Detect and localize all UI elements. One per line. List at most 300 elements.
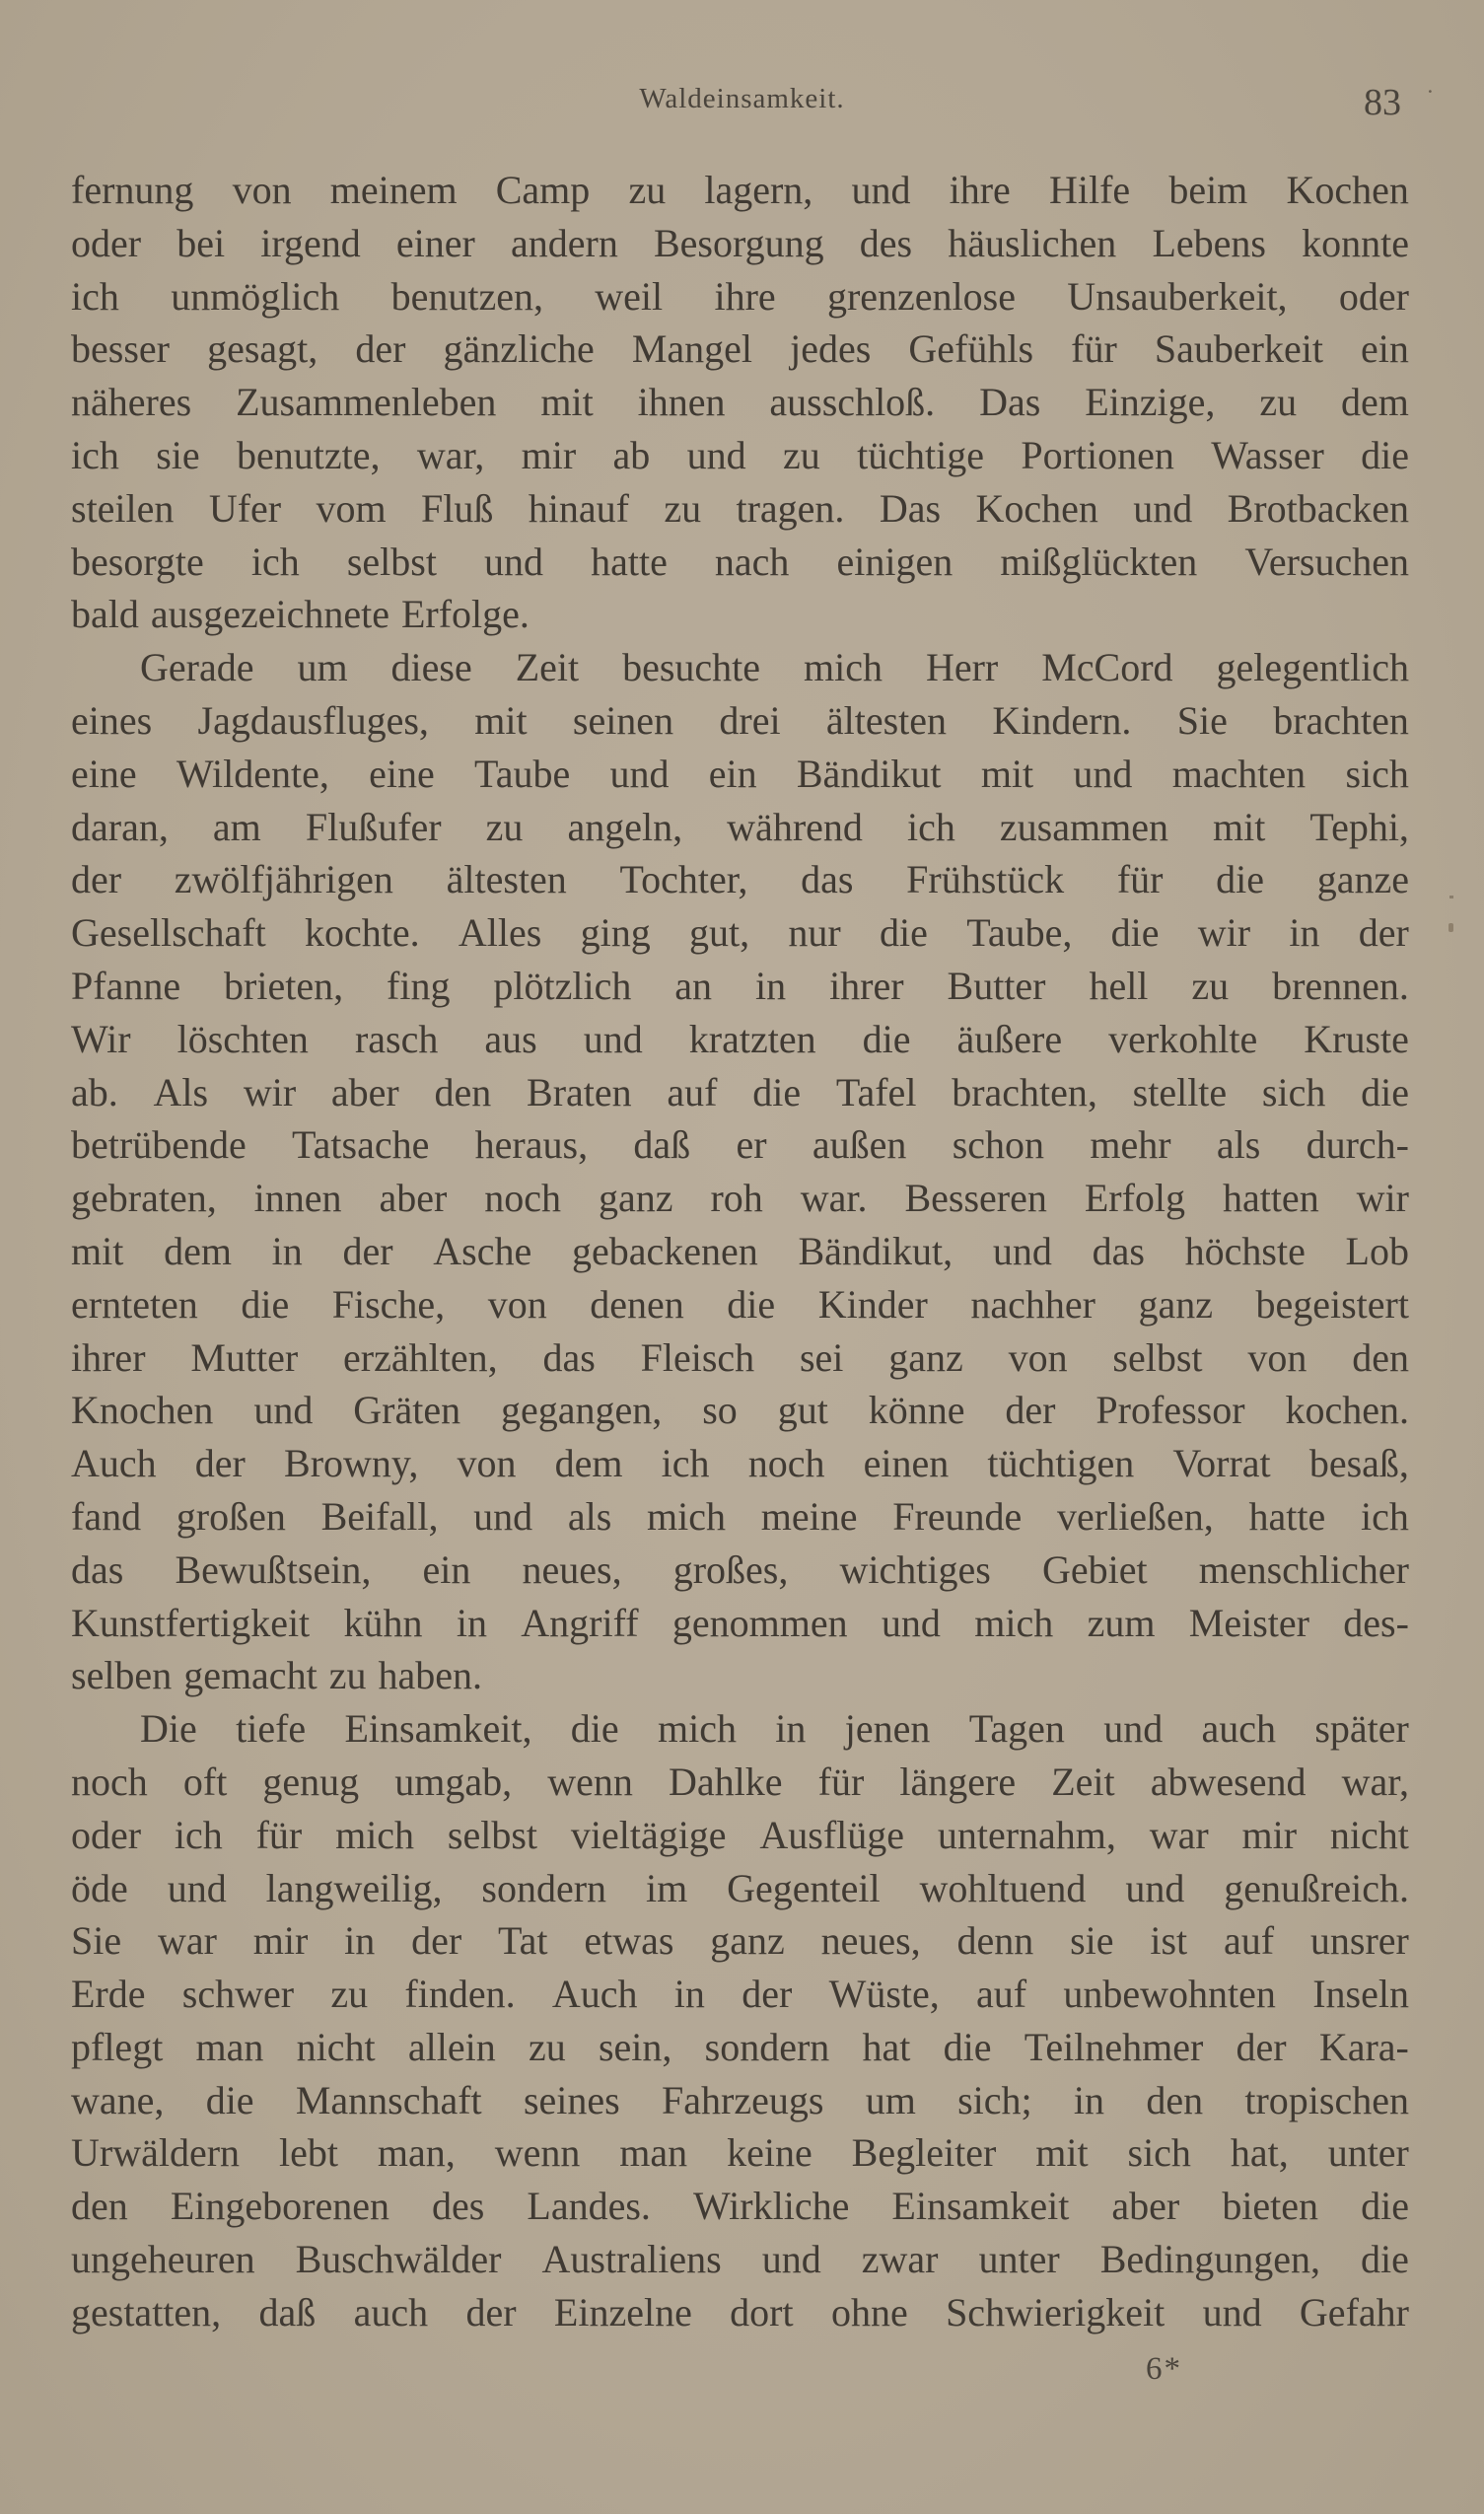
text-word: Brotbacken: [1227, 485, 1409, 531]
text-word: Begleiter: [851, 2130, 997, 2176]
text-word: ab: [612, 432, 651, 477]
text-word: äußere: [956, 1016, 1063, 1061]
text-word: kochte.: [304, 910, 420, 956]
text-word: besuchte: [622, 645, 761, 690]
text-word: und: [167, 1865, 227, 1910]
text-line: [71, 1490, 1409, 1544]
text-word: andern: [511, 220, 618, 265]
text-word: aber: [330, 1069, 399, 1114]
text-word: einigen: [836, 539, 954, 584]
text-word: nur: [788, 910, 841, 956]
text-word: roh: [710, 1176, 763, 1221]
running-title: Waldeinsamkeit.: [639, 83, 845, 114]
text-word: daß: [633, 1122, 691, 1168]
text-word: am: [212, 804, 261, 849]
text-word: tiefe: [236, 1706, 307, 1752]
text-line: [71, 2074, 1409, 2127]
text-word: die: [1361, 432, 1409, 477]
text-word: Landes.: [527, 2184, 651, 2229]
text-word: wenn: [547, 1759, 633, 1804]
text-line: [71, 482, 1409, 536]
text-word: vieltägige: [570, 1812, 727, 1857]
text-word: mit: [540, 380, 594, 425]
text-word: die: [1361, 1069, 1409, 1114]
text-word: Frühstück: [906, 857, 1065, 902]
text-word: ihre: [949, 168, 1011, 212]
text-line: [71, 1225, 1409, 1278]
text-word: innen: [253, 1176, 342, 1221]
text-word: tragen.: [736, 485, 845, 531]
text-word: außen: [812, 1122, 907, 1168]
text-word: menschlicher: [1198, 1546, 1409, 1592]
text-word: Pfanne: [71, 963, 181, 1008]
text-word: war,: [1341, 1759, 1409, 1804]
text-line: [71, 641, 1409, 694]
text-word: das: [801, 857, 854, 902]
text-word: unbewohnten: [1063, 1972, 1276, 2017]
text-word: der: [355, 326, 406, 372]
text-word: beim: [1168, 168, 1248, 212]
text-line: [71, 1118, 1409, 1172]
text-word: zu: [1191, 963, 1230, 1008]
text-word: noch: [484, 1176, 562, 1221]
text-word: Gegenteil: [727, 1865, 881, 1910]
text-word: Schwierigkeit: [946, 2289, 1166, 2334]
text-word: genug: [262, 1759, 360, 1804]
text-word: denen: [590, 1281, 684, 1327]
text-word: mehr: [1090, 1122, 1171, 1168]
text-word: grenzenlose: [826, 273, 1016, 319]
text-word: fing: [387, 963, 451, 1008]
text-word: in: [344, 1918, 376, 1964]
text-line: [71, 801, 1409, 854]
text-word: hat: [862, 2024, 911, 2069]
text-word: gegangen,: [501, 1388, 663, 1433]
text-line: [71, 323, 1409, 376]
text-word: unmöglich: [171, 273, 340, 319]
text-word: Das: [979, 380, 1041, 425]
text-word: sie: [1070, 1918, 1114, 1964]
text-word: denn: [956, 1918, 1034, 1964]
text-word: Buschwälder: [295, 2237, 502, 2282]
text-word: in: [456, 1600, 487, 1645]
text-word: könne: [868, 1388, 965, 1433]
text-word: und: [881, 1600, 941, 1645]
text-word: lebt: [278, 2130, 338, 2176]
text-word: Tochter,: [619, 857, 748, 902]
text-word: ältesten: [446, 857, 567, 902]
text-word: der: [742, 1972, 793, 2017]
text-word: unter: [978, 2237, 1060, 2282]
text-word: Camp: [495, 168, 591, 212]
text-word: zum: [1087, 1600, 1156, 1645]
text-word: wir: [243, 1069, 297, 1114]
text-word: und: [1103, 1706, 1164, 1752]
text-word: verließen,: [1057, 1493, 1214, 1539]
text-word: war,: [416, 432, 485, 477]
text-word: steilen: [71, 485, 175, 531]
text-word: gesagt,: [207, 326, 318, 372]
text-word: machten: [1171, 751, 1307, 796]
text-word: den: [1352, 1334, 1409, 1380]
text-word: brennen.: [1272, 963, 1409, 1008]
text-word: war: [157, 1918, 217, 1964]
text-word: mit: [474, 697, 528, 743]
text-word: mit: [1213, 804, 1266, 849]
text-word: zu: [783, 432, 820, 477]
text-word: auch: [353, 2289, 429, 2334]
page-number: 83: [1364, 82, 1401, 123]
text-word: stellte: [1132, 1069, 1228, 1114]
text-word: die: [205, 2077, 254, 2122]
text-word: mißglückten: [1000, 539, 1198, 584]
text-word: gelegentlich: [1216, 645, 1409, 690]
text-word: noch: [747, 1441, 825, 1486]
text-line: [71, 853, 1409, 906]
text-word: die: [1361, 2237, 1409, 2282]
text-word: Tagen: [968, 1706, 1065, 1752]
text-word: Besorgung: [653, 220, 824, 265]
text-word: drei: [719, 697, 781, 743]
text-word: Kinder: [817, 1281, 928, 1327]
text-word: hatte: [591, 539, 668, 584]
text-line: [71, 2233, 1409, 2286]
text-word: ganz: [1138, 1281, 1213, 1327]
text-word: Tatsache: [292, 1122, 430, 1168]
text-line: [71, 1649, 1409, 1702]
text-word: Auch: [71, 1441, 157, 1486]
text-word: mich: [335, 1812, 415, 1857]
text-word: die: [727, 1281, 776, 1327]
text-word: in: [673, 1972, 705, 2017]
text-word: seinen: [572, 697, 674, 743]
text-word: noch: [71, 1759, 148, 1804]
text-word: Taube,: [966, 910, 1073, 956]
text-word: mir: [252, 1918, 309, 1964]
text-word: dem: [1341, 380, 1409, 425]
text-line: [71, 1862, 1409, 1915]
text-word: Einzelne: [553, 2289, 692, 2334]
text-word: in: [1073, 2077, 1105, 2122]
text-word: ich: [71, 273, 119, 319]
text-word: um: [865, 2077, 916, 2122]
text-word: Eingeborenen: [170, 2184, 389, 2229]
text-word: Erfolg: [1084, 1176, 1185, 1221]
text-word: ihre: [714, 273, 776, 319]
text-word: der: [1005, 1388, 1056, 1433]
text-word: längere: [899, 1759, 1017, 1804]
text-word: Hilfe: [1048, 168, 1131, 212]
text-word: ich: [661, 1441, 710, 1486]
text-word: besorgte: [71, 539, 204, 584]
text-word: in: [775, 1706, 807, 1752]
text-word: benutzen,: [390, 273, 543, 319]
text-word: mich: [974, 1600, 1054, 1645]
text-word: Vorrat: [1172, 1441, 1271, 1486]
text-word: ein: [708, 751, 757, 796]
text-word: selben: [71, 1653, 173, 1698]
text-word: plötzlich: [493, 963, 632, 1008]
text-word: das: [542, 1334, 596, 1380]
text-word: bieten: [1222, 2184, 1319, 2229]
text-word: Butter: [947, 963, 1046, 1008]
text-word: tüchtige: [857, 432, 984, 477]
text-word: zusammen: [999, 804, 1168, 849]
text-word: und: [686, 432, 746, 477]
text-word: dem: [554, 1441, 623, 1486]
text-word: Kochen: [975, 485, 1098, 531]
text-word: erzählten,: [343, 1334, 498, 1380]
text-word: Inseln: [1312, 1972, 1409, 2017]
text-word: bei: [177, 220, 226, 265]
text-word: von: [1247, 1334, 1307, 1380]
text-word: den: [1146, 2077, 1204, 2122]
text-word: oder: [1338, 273, 1409, 319]
text-word: Knochen: [71, 1388, 214, 1433]
text-word: zwölfjährigen: [174, 857, 393, 902]
text-word: ohne: [830, 2289, 908, 2334]
text-word: als: [567, 1493, 612, 1539]
text-word: aus: [484, 1016, 537, 1061]
text-word: sich;: [957, 2077, 1032, 2122]
text-word: rasch: [354, 1016, 439, 1061]
text-word: wichtiges: [839, 1546, 991, 1592]
text-word: wenn: [494, 2130, 581, 2176]
text-word: Die: [140, 1706, 197, 1752]
text-word: an: [674, 963, 713, 1008]
text-word: gut: [777, 1388, 828, 1433]
text-word: Freunde: [892, 1493, 1023, 1539]
text-line: [71, 270, 1409, 323]
text-word: mit: [980, 751, 1034, 796]
text-word: dort: [730, 2289, 794, 2334]
text-word: der: [71, 857, 122, 902]
text-word: Kruste: [1304, 1016, 1409, 1061]
text-word: einer: [395, 220, 475, 265]
text-word: für: [1116, 857, 1164, 902]
text-word: Kara-: [1318, 2024, 1409, 2069]
text-line: [71, 2021, 1409, 2074]
text-word: Auch: [551, 1972, 638, 2017]
text-word: und: [484, 539, 544, 584]
text-word: die: [880, 910, 928, 956]
text-line: [71, 2180, 1409, 2233]
text-word: ausschloß.: [769, 380, 936, 425]
text-word: Herr: [925, 645, 999, 690]
text-word: hinauf: [528, 485, 629, 531]
text-word: Beifall,: [320, 1493, 439, 1539]
text-word: gut,: [689, 910, 750, 956]
text-word: ungeheuren: [71, 2237, 255, 2282]
text-word: Kochen: [1286, 168, 1409, 212]
text-word: Sie: [71, 1918, 122, 1964]
text-word: ihrer: [829, 963, 904, 1008]
text-word: Professor: [1095, 1388, 1245, 1433]
text-word: eine: [369, 751, 435, 796]
margin-marks: [1448, 896, 1459, 935]
text-word: Kindern.: [992, 697, 1132, 743]
text-word: zu: [330, 1972, 369, 2017]
text-word: Zusammenleben: [236, 380, 497, 425]
text-word: wohltuend: [919, 1865, 1087, 1910]
text-word: und: [473, 1493, 533, 1539]
text-word: tropischen: [1244, 2077, 1409, 2122]
text-word: sondern: [481, 1865, 607, 1910]
text-word: unsrer: [1309, 1918, 1409, 1964]
text-word: mit: [1035, 2130, 1089, 2176]
text-word: konnte: [1302, 220, 1409, 265]
text-word: gebraten,: [71, 1176, 217, 1221]
text-word: und: [992, 1228, 1052, 1273]
text-word: vom: [316, 485, 387, 531]
text-word: sich: [1345, 751, 1409, 796]
text-word: Lebens: [1152, 220, 1266, 265]
text-word: durch-: [1306, 1122, 1409, 1168]
text-word: die: [862, 1016, 911, 1061]
text-word: Einsamkeit,: [344, 1706, 532, 1752]
text-line: [71, 1756, 1409, 1809]
text-word: heraus,: [474, 1122, 589, 1168]
text-word: ich: [174, 1812, 223, 1857]
text-word: Wüste,: [828, 1972, 940, 2017]
margin-dot: [1449, 896, 1453, 898]
text-word: von: [487, 1281, 547, 1327]
text-word: hatte: [1248, 1493, 1326, 1539]
text-word: selbst: [346, 539, 437, 584]
text-word: Wildente,: [176, 751, 329, 796]
text-word: meine: [760, 1493, 858, 1539]
text-line: [71, 1437, 1409, 1490]
text-line: [71, 1597, 1409, 1650]
text-line: [71, 588, 1409, 641]
text-line: [71, 960, 1409, 1013]
text-word: von: [232, 168, 292, 212]
text-word: Bändikut,: [798, 1228, 954, 1273]
text-word: die: [1216, 857, 1265, 902]
text-word: und: [1133, 485, 1193, 531]
text-word: bald: [71, 592, 139, 637]
text-word: Angriff: [521, 1600, 639, 1645]
text-word: der: [1236, 2024, 1287, 2069]
text-word: und: [851, 168, 911, 212]
text-word: Dahlke: [669, 1759, 783, 1804]
text-word: Mutter: [190, 1334, 299, 1380]
text-word: selbst: [1112, 1334, 1203, 1380]
text-word: Mannschaft: [295, 2077, 482, 2122]
text-word: finden.: [404, 1972, 516, 2017]
text-word: besser: [71, 326, 170, 372]
text-word: neues,: [820, 1918, 921, 1964]
text-word: Wir: [71, 1016, 131, 1061]
text-word: oder: [71, 1812, 142, 1857]
text-word: Browny,: [284, 1441, 419, 1486]
text-word: ich: [906, 804, 955, 849]
text-word: allein: [407, 2024, 496, 2069]
text-word: auch: [1201, 1706, 1277, 1752]
text-word: tüchtigen: [987, 1441, 1135, 1486]
text-word: gemacht: [183, 1653, 318, 1698]
text-word: besaß,: [1308, 1441, 1409, 1486]
header-mark: ˙: [1426, 85, 1435, 113]
text-line: [71, 748, 1409, 801]
text-word: betrübende: [71, 1122, 247, 1168]
text-line: [71, 536, 1409, 589]
text-word: das: [1092, 1228, 1145, 1273]
text-word: sein,: [598, 2024, 672, 2069]
text-word: die: [241, 1281, 290, 1327]
text-word: Ufer: [208, 485, 282, 531]
text-word: ein: [422, 1546, 471, 1592]
text-word: aber: [1111, 2184, 1180, 2229]
text-word: Bewußtsein,: [175, 1546, 372, 1592]
text-word: Ausflüge: [759, 1812, 905, 1857]
text-word: man,: [377, 2130, 456, 2176]
text-word: Teilnehmer: [1024, 2024, 1204, 2069]
text-word: nicht: [296, 2024, 376, 2069]
text-word: Besseren: [904, 1176, 1047, 1221]
text-word: daß: [258, 2289, 317, 2334]
text-word: höchste: [1184, 1228, 1306, 1273]
text-line: [71, 1544, 1409, 1597]
text-word: langweilig,: [265, 1865, 443, 1910]
text-word: verkohlte: [1108, 1016, 1258, 1061]
text-word: mir: [1241, 1812, 1298, 1857]
text-word: zu: [664, 485, 702, 531]
text-line: [71, 1809, 1409, 1862]
text-word: Zeit: [1051, 1759, 1115, 1804]
text-word: Gebiet: [1041, 1546, 1148, 1592]
text-word: man: [195, 2024, 264, 2069]
text-word: und: [253, 1388, 314, 1433]
text-word: diese: [390, 645, 472, 690]
text-word: sie: [156, 432, 200, 477]
text-word: zu: [1259, 380, 1298, 425]
text-word: löschten: [177, 1016, 309, 1061]
text-line: [71, 2126, 1409, 2180]
text-word: mich: [647, 1493, 727, 1539]
text-line: [71, 2286, 1409, 2339]
text-word: sich: [1127, 2130, 1191, 2176]
text-word: keine: [727, 2130, 813, 2176]
text-word: Braten: [527, 1069, 632, 1114]
text-word: um: [297, 645, 348, 690]
text-word: und: [1125, 1865, 1185, 1910]
text-word: sich: [1261, 1069, 1326, 1114]
text-word: für: [255, 1812, 303, 1857]
text-word: des: [432, 2184, 485, 2229]
text-word: Fluß: [421, 485, 494, 531]
text-word: ganz: [888, 1334, 963, 1380]
text-word: hell: [1089, 963, 1149, 1008]
text-word: etwas: [584, 1918, 674, 1964]
text-word: von: [1008, 1334, 1068, 1380]
text-word: schwer: [181, 1972, 295, 2017]
text-word: Versuchen: [1244, 539, 1409, 584]
text-word: Alles: [458, 910, 542, 956]
text-word: nicht: [1329, 1812, 1409, 1857]
text-word: daran,: [71, 804, 169, 849]
text-word: Sie: [1176, 697, 1228, 743]
text-word: Jagdausfluges,: [197, 697, 429, 743]
text-word: im: [645, 1865, 688, 1910]
text-word: Bändikut: [796, 751, 942, 796]
text-word: zwar: [861, 2237, 939, 2282]
text-word: wir: [1356, 1176, 1409, 1221]
text-word: genußreich.: [1224, 1865, 1409, 1910]
text-line: [71, 429, 1409, 482]
text-word: mich: [804, 645, 883, 690]
text-word: Wirkliche: [693, 2184, 850, 2229]
